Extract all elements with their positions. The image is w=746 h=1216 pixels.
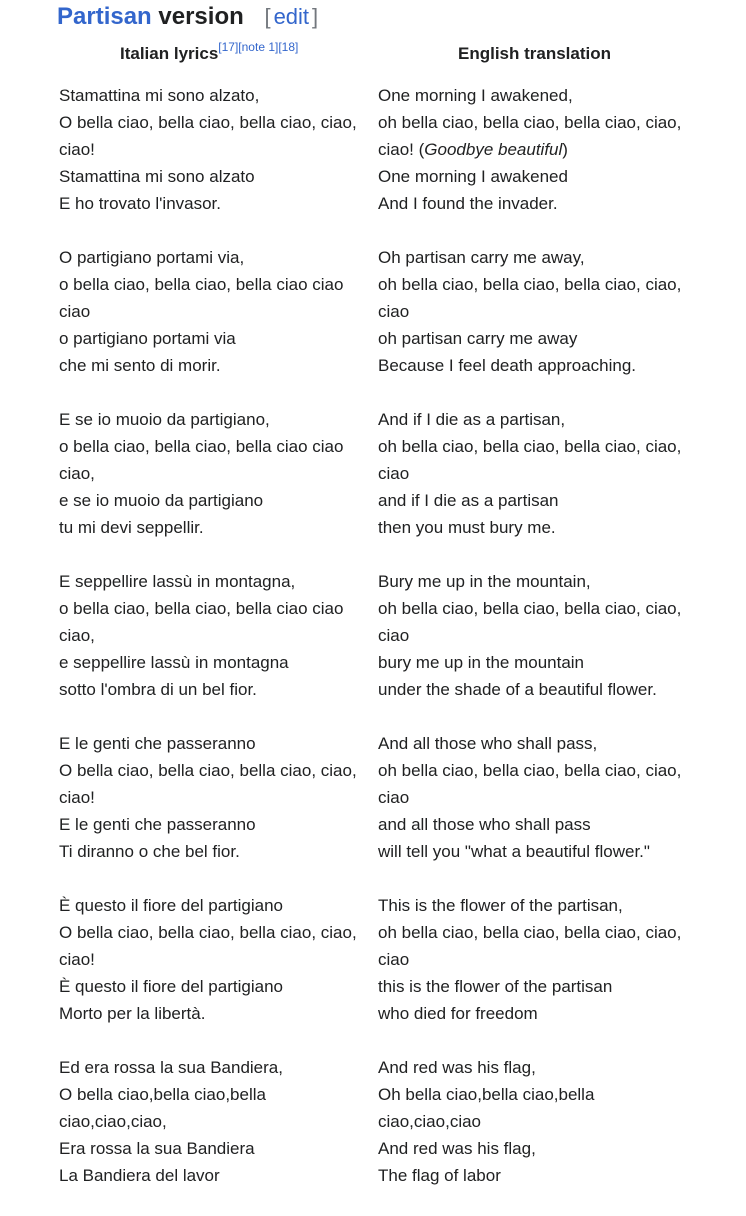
lyric-line: ciao!: [59, 140, 95, 159]
lyric-line: La Bandiera del lavor: [59, 1166, 220, 1185]
lyric-line: È questo il fiore del partigiano: [59, 896, 283, 915]
italian-stanza: [59, 82, 374, 217]
lyric-line: o bella ciao, bella ciao, bella ciao ciao: [59, 275, 344, 294]
lyric-line: tu mi devi seppellir.: [59, 518, 204, 537]
translation-line: One morning I awakened: [378, 167, 568, 186]
section-heading: [57, 2, 318, 32]
english-header-label: English translation: [458, 44, 612, 63]
translation-line: Bury me up in the mountain,: [378, 572, 591, 591]
english-stanza: [378, 244, 693, 379]
lyric-line: E le genti che passeranno: [59, 734, 256, 753]
english-stanza: [378, 1054, 693, 1189]
translation-line: ciao: [378, 950, 410, 969]
translation-line: and if I die as a partisan: [378, 491, 559, 510]
translation-line: ciao: [378, 788, 410, 807]
english-stanza: [378, 82, 693, 217]
italian-header-label: Italian lyrics: [120, 44, 219, 63]
translation-line: ciao: [378, 626, 410, 645]
translation-line: [378, 136, 693, 163]
lyric-line: E seppellire lassù in montagna,: [59, 572, 296, 591]
translation-line: who died for freedom: [378, 1004, 538, 1023]
section-title-link[interactable]: Partisan: [57, 3, 152, 30]
citation-refs: [218, 40, 298, 54]
lyric-line: O bella ciao, bella ciao, bella ciao, ciao,: [59, 113, 357, 132]
translation-line: bury me up in the mountain: [378, 653, 585, 672]
translation-line: And I found the invader.: [378, 194, 558, 213]
lyric-line: ciao,: [59, 626, 95, 645]
translation-line: oh bella ciao, bella ciao, bella ciao, ciao,: [378, 437, 682, 456]
translation-line: The flag of labor: [378, 1166, 501, 1185]
translation-line: oh bella ciao, bella ciao, bella ciao, ciao,: [378, 599, 682, 618]
lyric-line: o partigiano portami via: [59, 329, 236, 348]
italian-stanza: [59, 244, 374, 379]
lyric-line: E ho trovato l'invasor.: [59, 194, 221, 213]
translation-line: One morning I awakened,: [378, 86, 573, 105]
lyric-line: E se io muoio da partigiano,: [59, 410, 270, 429]
translation-line: oh partisan carry me away: [378, 329, 578, 348]
citation-ref-note-1[interactable]: [note 1]: [238, 40, 279, 54]
translation-line: And all those who shall pass,: [378, 734, 598, 753]
translation-line: oh bella ciao, bella ciao, bella ciao, ciao,: [378, 275, 682, 294]
english-stanza: [378, 730, 693, 865]
edit-section: [264, 4, 318, 29]
lyric-line: sotto l'ombra di un bel fior.: [59, 680, 257, 699]
italian-stanza: [59, 1054, 374, 1189]
translation-line: This is the flower of the partisan,: [378, 896, 623, 915]
lyric-line: E le genti che passeranno: [59, 815, 256, 834]
english-column-header: [458, 42, 611, 66]
edit-bracket-close: ]: [312, 4, 319, 29]
italian-stanza: [59, 568, 374, 703]
translation-line: And if I die as a partisan,: [378, 410, 566, 429]
italian-lyrics-column: [59, 82, 374, 1216]
lyric-line: È questo il fiore del partigiano: [59, 977, 283, 996]
translation-line: and all those who shall pass: [378, 815, 591, 834]
translation-gloss: Goodbye beautiful: [424, 140, 563, 159]
section-title-rest: version: [151, 3, 244, 30]
lyric-line: Stamattina mi sono alzato,: [59, 86, 260, 105]
italian-column-header: [120, 42, 298, 67]
lyric-line: ciao,: [59, 464, 95, 483]
english-translation-column: [378, 82, 693, 1216]
edit-bracket-open: [: [264, 4, 271, 29]
translation-line: Because I feel death approaching.: [378, 356, 637, 375]
lyric-line: Ti diranno o che bel fior.: [59, 842, 240, 861]
translation-line: ciao,ciao,ciao: [378, 1112, 482, 1131]
english-stanza: [378, 568, 693, 703]
lyric-line: O partigiano portami via,: [59, 248, 245, 267]
citation-ref-17[interactable]: [17]: [218, 40, 239, 54]
lyric-line: ciao: [59, 302, 91, 321]
english-stanza: [378, 406, 693, 541]
lyric-line: o bella ciao, bella ciao, bella ciao ciao: [59, 437, 344, 456]
translation-line: oh bella ciao, bella ciao, bella ciao, ciao,: [378, 761, 682, 780]
italian-stanza: [59, 730, 374, 865]
italian-stanza: [59, 406, 374, 541]
translation-line: Oh partisan carry me away,: [378, 248, 585, 267]
edit-link[interactable]: edit: [273, 4, 310, 29]
lyric-line: Era rossa la sua Bandiera: [59, 1139, 255, 1158]
translation-line: oh bella ciao, bella ciao, bella ciao, ciao,: [378, 923, 682, 942]
translation-line: then you must bury me.: [378, 518, 556, 537]
lyric-line: Stamattina mi sono alzato: [59, 167, 255, 186]
lyric-line: o bella ciao, bella ciao, bella ciao ciao: [59, 599, 344, 618]
citation-ref-18[interactable]: [18]: [278, 40, 299, 54]
italian-stanza: [59, 892, 374, 1027]
translation-text: ciao! (: [378, 140, 425, 159]
lyric-line: ciao,ciao,ciao,: [59, 1112, 167, 1131]
translation-line: ciao: [378, 302, 410, 321]
lyric-line: O bella ciao, bella ciao, bella ciao, ciao,: [59, 761, 357, 780]
translation-line: And red was his flag,: [378, 1058, 536, 1077]
lyric-line: Morto per la libertà.: [59, 1004, 206, 1023]
translation-line: And red was his flag,: [378, 1139, 536, 1158]
lyric-line: che mi sento di morir.: [59, 356, 221, 375]
translation-line: under the shade of a beautiful flower.: [378, 680, 657, 699]
translation-text: ): [562, 140, 568, 159]
translation-line: will tell you "what a beautiful flower.": [378, 842, 650, 861]
translation-line: oh bella ciao, bella ciao, bella ciao, ciao,: [378, 113, 682, 132]
translation-line: ciao: [378, 464, 410, 483]
lyric-line: Ed era rossa la sua Bandiera,: [59, 1058, 283, 1077]
translation-line: this is the flower of the partisan: [378, 977, 613, 996]
lyric-line: O bella ciao,bella ciao,bella: [59, 1085, 266, 1104]
lyric-line: e seppellire lassù in montagna: [59, 653, 289, 672]
lyric-line: e se io muoio da partigiano: [59, 491, 264, 510]
lyric-line: ciao!: [59, 788, 95, 807]
english-stanza: [378, 892, 693, 1027]
translation-line: Oh bella ciao,bella ciao,bella: [378, 1085, 595, 1104]
lyric-line: O bella ciao, bella ciao, bella ciao, ciao,: [59, 923, 357, 942]
lyric-line: ciao!: [59, 950, 95, 969]
